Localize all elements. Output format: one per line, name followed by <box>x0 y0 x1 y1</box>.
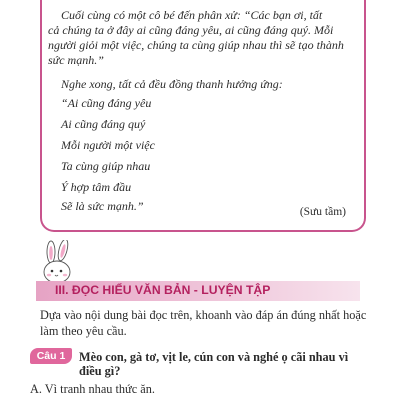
poem-line: Sẽ là sức mạnh.” <box>61 199 144 213</box>
question-text: Mèo con, gà tơ, vịt le, cún con và nghé ọ cãi nhau vì <box>79 350 349 364</box>
poem-line: Ý hợp tâm đầu <box>61 180 132 194</box>
poem-line: “Ai cũng đáng yêu <box>61 96 152 110</box>
story-box <box>40 0 366 232</box>
section-title: III. ĐỌC HIỂU VĂN BẢN - LUYỆN TẬP <box>55 283 271 297</box>
story-line: cả chúng ta ở đây ai cũng đáng yêu, ai cũng đáng quý. Mỗi <box>48 23 334 37</box>
story-line: người giỏi một việc, chúng ta cùng giúp nhau thì sẽ tạo thành <box>48 38 344 52</box>
poem-line: Ai cũng đáng quý <box>61 117 146 131</box>
story-line: Nghe xong, tất cả đều đồng thanh hưởng ứng: <box>61 77 283 91</box>
story-source: (Sưu tầm) <box>299 206 346 218</box>
story-line: Cuối cùng có một cô bé đến phân xử: “Các bạn ơi, tất <box>61 8 323 22</box>
answer-option-a[interactable]: A. Vì tranh nhau thức ăn. <box>30 382 155 396</box>
poem-line: Ta cùng giúp nhau <box>61 159 151 173</box>
question-badge: Câu 1 <box>30 348 72 364</box>
instruction-line: Dựa vào nội dung bài đọc trên, khoanh vào đáp án đúng nhất hoặc <box>40 308 367 322</box>
instruction-line: làm theo yêu cầu. <box>40 324 127 338</box>
story-line: sức mạnh.” <box>48 53 104 67</box>
question-text: điều gì? <box>79 364 121 378</box>
poem-line: Mỗi người một việc <box>61 138 155 152</box>
